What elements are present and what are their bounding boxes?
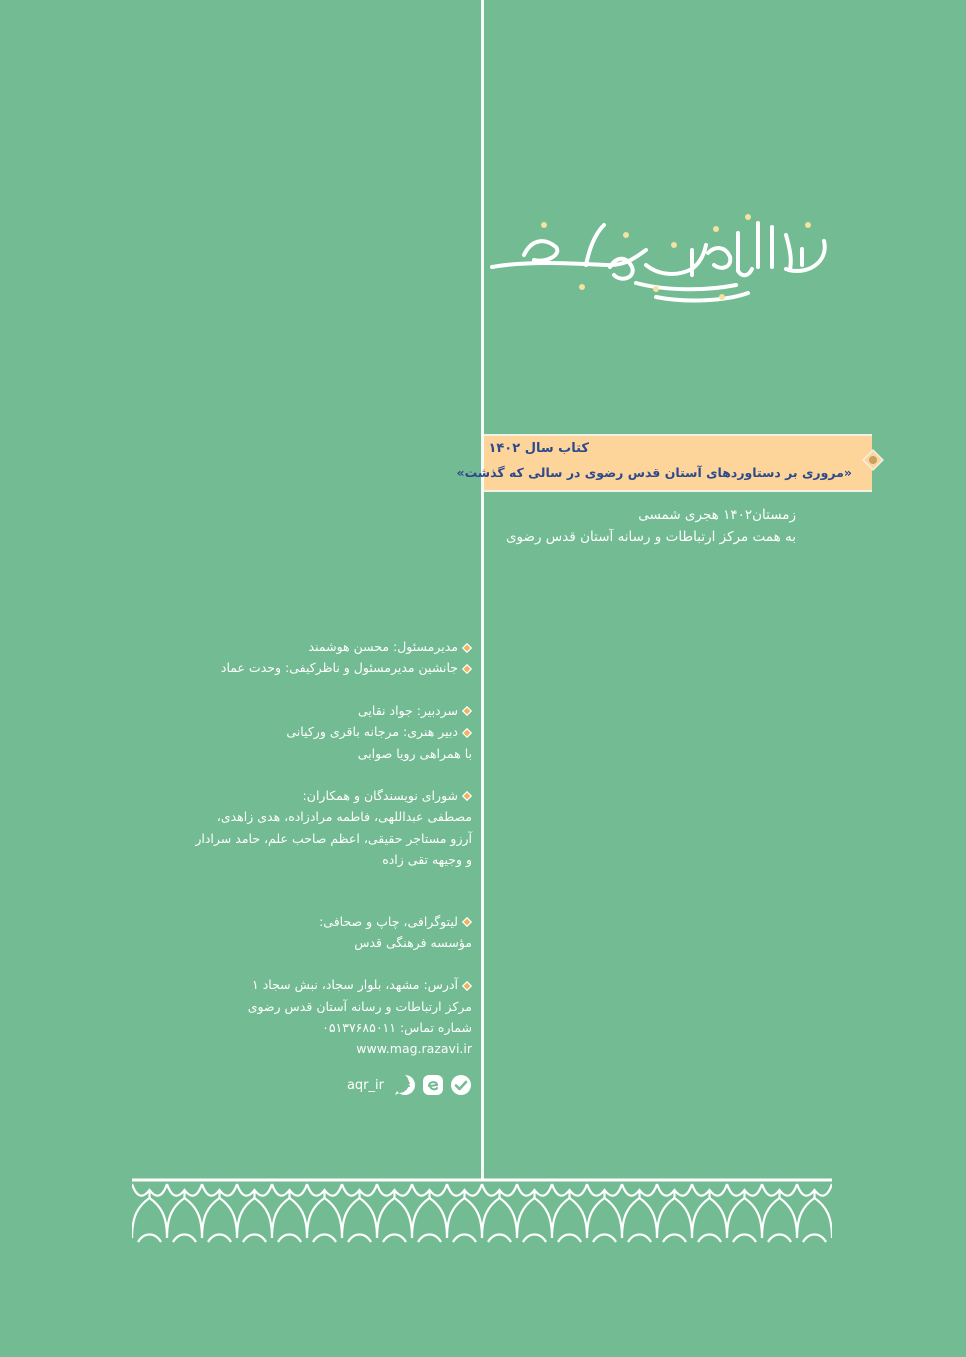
address-org: مرکز ارتباطات و رسانه آستان قدس رضوی xyxy=(247,998,472,1014)
address: آدرس: مشهد، بلوار سجاد، نبش سجاد ۱ xyxy=(252,977,458,993)
credit-row xyxy=(152,1017,472,1038)
council-members: مصطفی عبداللهی، فاطمه مرادزاده، هدی زاهدی، xyxy=(216,809,472,825)
publication-date: زمستان۱۴۰۲ هجری شمسی xyxy=(638,507,796,523)
basmala-calligraphy xyxy=(486,205,838,310)
decorative-arch-pattern xyxy=(132,1176,832,1248)
council-members: و وجیهه تقی زاده xyxy=(382,852,472,868)
arch-motif xyxy=(552,1184,587,1242)
arch-motif xyxy=(797,1184,832,1242)
credit-row xyxy=(152,911,472,932)
credit-row xyxy=(152,1038,472,1059)
arch-motif xyxy=(202,1184,237,1242)
website-link[interactable]: www.mag.razavi.ir xyxy=(356,1041,472,1057)
knot-ornament-icon xyxy=(861,448,885,472)
credit-row xyxy=(152,700,472,721)
arch-motif xyxy=(412,1184,447,1242)
council-label: شورای نویسندگان و همکاران: xyxy=(302,787,458,803)
arch-motif xyxy=(622,1184,657,1242)
book-title: کتاب سال ۱۴۰۲ xyxy=(488,441,589,456)
arch-motif xyxy=(132,1184,167,1242)
credit-row xyxy=(152,657,472,678)
credit-row xyxy=(152,828,472,849)
credit-row xyxy=(152,932,472,953)
diamond-bullet-icon xyxy=(462,664,472,674)
diamond-bullet-icon xyxy=(462,917,472,927)
book-subtitle: «مروری بر دستاوردهای آستان قدس رضوی در سالی که گذشت» xyxy=(456,465,852,480)
arch-motif xyxy=(377,1184,412,1242)
council-members: آرزو مستاجر حقیقی، اعظم صاحب علم، حامد سرادار xyxy=(195,830,472,846)
publisher-line: به همت مرکز ارتباطات و رسانه آستان قدس رضوی xyxy=(505,529,796,545)
social-handle[interactable]: aqr_ir xyxy=(346,1077,384,1093)
credit-row xyxy=(152,636,472,657)
arch-motif xyxy=(307,1184,342,1242)
art-director-name: دبیر هنری: مرجانه باقری ورکیانی xyxy=(286,724,458,740)
print-company: مؤسسه فرهنگی قدس xyxy=(354,934,472,950)
credit-row xyxy=(152,721,472,742)
credit-row xyxy=(152,806,472,827)
center-divider-line xyxy=(481,0,484,1180)
social-links xyxy=(347,1073,472,1097)
book-title-banner xyxy=(456,434,872,492)
arch-motif xyxy=(517,1184,552,1242)
arch-motif xyxy=(692,1184,727,1242)
art-assistant-name: با همراهی رویا صوابی xyxy=(357,745,472,761)
arch-motif xyxy=(657,1184,692,1242)
arch-motif xyxy=(482,1184,517,1242)
credits-list xyxy=(152,636,472,1060)
arch-motif xyxy=(762,1184,797,1242)
bale-icon[interactable] xyxy=(394,1074,416,1096)
diamond-bullet-icon xyxy=(462,728,472,738)
arch-motif xyxy=(587,1184,622,1242)
diamond-bullet-icon xyxy=(462,706,472,716)
arch-motif xyxy=(237,1184,272,1242)
credit-row xyxy=(152,996,472,1017)
credit-row xyxy=(152,743,472,764)
arch-motif xyxy=(342,1184,377,1242)
diamond-bullet-icon xyxy=(462,791,472,801)
arch-motif xyxy=(727,1184,762,1242)
diamond-bullet-icon xyxy=(462,643,472,653)
publication-info xyxy=(476,504,796,548)
phone-number: شماره تماس: ۰۵۱۳۷۶۸۵۰۱۱ xyxy=(322,1020,472,1036)
credit-row xyxy=(152,785,472,806)
arch-motif xyxy=(272,1184,307,1242)
eitaa-icon[interactable] xyxy=(422,1074,444,1096)
print-label: لیتوگرافی، چاپ و صحافی: xyxy=(319,913,458,929)
deputy-name: جانشین مدیرمسئول و ناظرکیفی: وحدت عماد xyxy=(220,660,458,676)
verified-icon[interactable] xyxy=(450,1074,472,1096)
credit-row xyxy=(152,849,472,870)
arch-motif xyxy=(447,1184,482,1242)
diamond-bullet-icon xyxy=(462,981,472,991)
credit-row xyxy=(152,974,472,995)
editor-name: سردبیر: جواد نقایی xyxy=(358,702,458,718)
director-name: مدیرمسئول: محسن هوشمند xyxy=(308,639,458,654)
arch-motif xyxy=(167,1184,202,1242)
